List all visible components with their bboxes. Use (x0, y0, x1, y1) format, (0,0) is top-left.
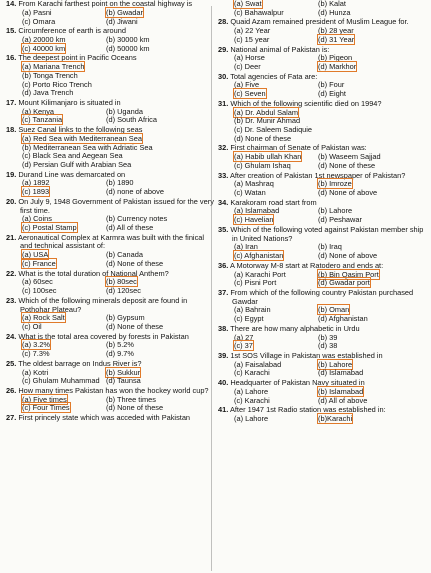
option-cell (234, 315, 318, 324)
option-cell (22, 350, 106, 359)
option-cell (318, 252, 425, 261)
options-grid (6, 36, 214, 54)
option-cell (234, 90, 318, 99)
question-stem: After creation of Pakistan 1st newspaper of Pakistan? (229, 170, 406, 180)
question-item (218, 0, 425, 18)
option-cell (318, 342, 425, 351)
option-label: (b) Pigeon (318, 53, 353, 63)
option-label: (b) 28 year (318, 26, 354, 36)
question-number: 18. (6, 125, 17, 135)
option-label: (d) None of these (106, 258, 164, 268)
option-cell (234, 63, 318, 72)
option-cell (22, 260, 106, 269)
options-grid (6, 278, 214, 296)
options-grid (6, 179, 214, 197)
question-number: 40. (218, 378, 229, 388)
option-label: (a) Mashraq (234, 179, 274, 189)
question-item (6, 0, 214, 26)
option-label: (c) Karachi (234, 368, 270, 378)
option-label: (d) Afghanistan (318, 314, 368, 324)
option-label: (d) All of above (318, 395, 368, 405)
option-label: (d) Java Trench (22, 88, 74, 98)
question-stem: First chairman of Senate of Pakistan was: (230, 143, 367, 153)
option-label-marked: (c) Havelian (234, 215, 274, 225)
option-label: (c) Ghulam Ishaq (234, 160, 291, 170)
option-label-marked: (a) USA (22, 250, 49, 260)
question-item (6, 198, 214, 233)
option-label-marked: (c) 40000 km (22, 43, 66, 53)
option-label: (a) Pasni (22, 7, 52, 17)
option-cell (318, 135, 425, 144)
options-grid (6, 215, 214, 233)
option-cell (318, 315, 425, 324)
option-cell (234, 216, 318, 225)
option-label: (a) Bahrain (234, 305, 271, 315)
option-label: (c) 15 year (234, 34, 270, 44)
question-number: 15. (6, 26, 17, 36)
options-grid (6, 63, 214, 98)
option-label: (d) Taunsa (106, 376, 141, 386)
option-cell (318, 189, 425, 198)
options-grid (6, 251, 214, 269)
option-label-marked: (c) Tanzania (22, 115, 63, 125)
question-item (218, 46, 425, 72)
option-label: (d) Peshawar (318, 215, 362, 225)
option-label-marked: (b) Lahore (318, 359, 353, 369)
option-label: (a) Lahore (234, 386, 269, 396)
option-label: (b) Dr. Munir Ahmad (234, 116, 301, 126)
option-label: (b) 5.2% (106, 340, 134, 350)
option-label-marked: (a) Swat (234, 0, 262, 8)
question-item (218, 199, 425, 225)
question-item (218, 172, 425, 198)
question-item (218, 18, 425, 44)
question-item (218, 325, 425, 351)
question-item (6, 234, 214, 269)
option-label: (d) Eight (318, 89, 346, 99)
question-stem: From which of the following country Pakistan purchased Gawdar (230, 287, 414, 306)
option-cell (106, 224, 214, 233)
option-label: (a) Five (234, 80, 260, 90)
option-cell (22, 18, 106, 27)
option-label-marked: (a) Rock Salt (22, 313, 65, 323)
question-text (6, 297, 214, 315)
option-label: (a) Iran (234, 242, 258, 252)
question-stem: Quaid Azam remained president of Muslim League for. (230, 17, 409, 27)
option-cell (22, 116, 106, 125)
question-number: 29. (218, 44, 229, 54)
option-cell (106, 89, 214, 98)
option-label: (b) Kalat (318, 0, 346, 8)
option-label-marked: (b) Sukkur (106, 367, 141, 377)
option-label-marked: (a) Habib ullah Khan (234, 152, 302, 162)
options-grid (6, 135, 214, 170)
option-cell (234, 279, 318, 288)
option-cell (318, 109, 425, 118)
option-label: (c) Karachi (234, 395, 270, 405)
option-cell (106, 45, 214, 54)
option-cell (318, 63, 425, 72)
option-cell (22, 287, 106, 296)
option-label-marked: (b) Gwadar (106, 7, 143, 17)
option-label-marked: (a) Five times (22, 394, 67, 404)
question-stem: The oldest barrage on Indus River is? (18, 358, 142, 368)
question-item (6, 54, 214, 98)
option-cell (22, 224, 106, 233)
options-grid (218, 361, 425, 379)
option-cell (318, 397, 425, 406)
option-label: (c) Pisni Port (234, 278, 277, 288)
option-label: (d) 38 (318, 341, 338, 351)
question-item (6, 297, 214, 332)
question-stem: 1st SOS Village in Pakistan was established in (230, 350, 383, 360)
question-stem: Headquarter of Pakistan Navy situated in (230, 378, 365, 388)
question-item (6, 387, 214, 413)
option-label-marked: (a) Dr. Abdul Salam (234, 107, 299, 117)
option-label-marked: (b) Imroze (318, 179, 352, 189)
option-label: (b) Canada (106, 250, 143, 260)
option-label-marked: (c) France (22, 258, 56, 268)
options-grid (6, 314, 214, 332)
question-item (6, 270, 214, 296)
option-label-marked: (b)Karachi (318, 413, 353, 423)
question-stem: The deepest point in Pacific Oceans (18, 53, 137, 63)
option-label: (a) 1892 (22, 178, 50, 188)
question-number: 24. (6, 331, 17, 341)
question-number: 19. (6, 169, 17, 179)
options-grid (218, 207, 425, 225)
option-cell (318, 216, 425, 225)
option-cell (106, 404, 214, 413)
option-label: (b) Three times (106, 394, 156, 404)
option-label: (b) Waseem Sajjad (318, 152, 381, 162)
option-label-marked: (c) 37 (234, 341, 253, 351)
option-cell (106, 350, 214, 359)
question-stem: Circumference of earth is around (18, 26, 126, 36)
option-cell (106, 377, 214, 386)
question-stem: What is the total duration of National Anthem? (18, 268, 169, 278)
question-item (218, 352, 425, 378)
question-number: 27. (6, 413, 17, 423)
column-divider (211, 6, 212, 571)
question-stem: Mount Kilimanjaro is situated in (18, 97, 121, 107)
option-label: (c) Oil (22, 322, 42, 332)
option-cell (106, 81, 214, 90)
question-item (6, 360, 214, 386)
option-label: (a) Kotri (22, 367, 49, 377)
option-label: (b) Four (318, 80, 345, 90)
options-grid (218, 54, 425, 72)
option-label: (b) Gypsum (106, 313, 145, 323)
option-cell (106, 63, 214, 72)
options-grid (218, 180, 425, 198)
option-cell (106, 116, 214, 125)
options-grid (218, 27, 425, 45)
question-number: 34. (218, 197, 229, 207)
option-label: (a) Horse (234, 53, 265, 63)
question-item (6, 333, 214, 359)
option-label: (c) Ghulam Muhammad (22, 376, 100, 386)
option-label-marked: (a) 3.2% (22, 340, 50, 350)
option-cell (22, 45, 106, 54)
option-cell (106, 18, 214, 27)
option-cell (318, 90, 425, 99)
option-label: (c) Porto Rico Trench (22, 79, 92, 89)
option-label: (a) Karachi Port (234, 269, 286, 279)
option-label: (d) None of these (106, 403, 164, 413)
option-label: (a) Islamabad (234, 206, 280, 216)
option-label: (d) none of above (106, 187, 164, 197)
question-number: 32. (218, 143, 229, 153)
option-label-marked: (a) Red Sea with Mediterranean Sea (22, 133, 142, 143)
option-label-marked: (c) Afghanistan (234, 251, 284, 261)
question-number: 37. (218, 287, 229, 297)
question-text (218, 289, 425, 307)
options-grid (6, 396, 214, 414)
question-number: 21. (6, 232, 17, 242)
option-label: (c) 7.3% (22, 349, 50, 359)
question-stem: Total agencies of Fata are: (230, 71, 318, 81)
question-item (6, 27, 214, 53)
question-number: 33. (218, 170, 229, 180)
question-number: 35. (218, 224, 229, 234)
question-number: 26. (6, 385, 17, 395)
question-item (6, 99, 214, 125)
option-label: (a) Coins (22, 214, 52, 224)
question-stem: On July 9, 1948 Government of Pakistan issued for the very first time. (18, 196, 214, 215)
option-label: (b) Uganda (106, 106, 143, 116)
option-cell (22, 377, 106, 386)
option-cell (234, 252, 318, 261)
option-label: (a) 27 (234, 332, 254, 342)
option-cell (318, 415, 425, 424)
option-label: (a) Kenya (22, 106, 55, 116)
question-item (218, 289, 425, 324)
question-stem: First princely state which was acceded with Pakistan (18, 413, 191, 423)
question-stem: Suez Canal links to the following seas (18, 125, 143, 135)
option-cell (234, 135, 318, 144)
question-text (6, 414, 214, 423)
option-label-marked: (c) Seven (234, 89, 266, 99)
option-label: (d) None of these (234, 133, 292, 143)
question-stem: National animal of Pakistan is: (230, 44, 330, 54)
option-label-marked: (c) Postal Stamp (22, 223, 77, 233)
option-label: (d) Persian Gulf with Arabian Sea (22, 160, 132, 170)
question-number: 30. (218, 71, 229, 81)
option-cell (318, 279, 425, 288)
question-number: 22. (6, 268, 17, 278)
options-grid (218, 0, 425, 18)
option-label: (d) 120sec (106, 286, 141, 296)
option-label: (b) Currency notes (106, 214, 168, 224)
option-cell (318, 36, 425, 45)
question-number: 31. (218, 98, 229, 108)
options-grid (218, 271, 425, 289)
question-number: 39. (218, 350, 229, 360)
option-label-marked: (b) Islamabad (318, 386, 364, 396)
question-number: 25. (6, 358, 17, 368)
option-cell (318, 126, 425, 135)
question-number: 28. (218, 17, 229, 27)
option-cell (318, 9, 425, 18)
option-label: (c) Black Sea and Aegean Sea (22, 151, 123, 161)
option-label: (d) 50000 km (106, 43, 150, 53)
question-number: 23. (6, 295, 17, 305)
options-grid (218, 81, 425, 99)
question-number: 36. (218, 260, 229, 270)
question-stem: How many times Pakistan has won the hockey world cup? (18, 385, 209, 395)
options-grid (218, 243, 425, 261)
question-text (6, 234, 214, 252)
option-label: (a) 20000 km (22, 34, 66, 44)
left-column (6, 0, 214, 424)
question-stem: From Karachi farthest point on the coastal highway is (18, 0, 193, 8)
option-label: (a) 22 Year (234, 26, 271, 36)
option-cell (22, 160, 132, 170)
question-stem: What is the total area covered by forests in Pakistan (18, 331, 189, 341)
option-label: (d) None of these (318, 160, 376, 170)
question-text (6, 198, 214, 216)
question-stem: Which of the following scientific died on 1994? (230, 98, 382, 108)
option-label: (a) 60sec (22, 277, 53, 287)
option-label-marked: (d) 31 Year (318, 34, 355, 44)
options-grid (218, 153, 425, 171)
question-number: 38. (218, 323, 229, 333)
options-grid (218, 415, 425, 424)
option-label: (b) 39 (318, 332, 338, 342)
option-cell (318, 162, 425, 171)
option-cell (234, 415, 318, 424)
options-grid (6, 341, 214, 359)
options-grid (6, 369, 214, 387)
question-item (218, 226, 425, 261)
option-label: (c) Egypt (234, 314, 264, 324)
question-stem: There are how many alphabetic in Urdu (230, 323, 360, 333)
question-number: 14. (6, 0, 17, 8)
question-stem: A Motorway M-8 start at Ratodero and ends at: (229, 260, 384, 270)
question-item (218, 379, 425, 405)
option-cell (234, 369, 318, 378)
question-stem: Karakoram road start from (230, 197, 317, 207)
option-label: (b) 30000 km (106, 34, 150, 44)
options-grid (6, 108, 214, 126)
question-stem: Durand Line was demarcated on (18, 169, 126, 179)
question-stem: Which of the following voted against Pakistan member ship in United Nations? (230, 224, 424, 243)
option-label: (d) South Africa (106, 115, 157, 125)
option-cell (106, 287, 214, 296)
option-cell (22, 323, 106, 332)
option-label: (a) Lahore (234, 413, 269, 423)
option-label: (d) Hunza (318, 7, 351, 17)
question-item (218, 100, 425, 144)
option-cell (106, 323, 214, 332)
question-stem: After 1947 1st Radio station was established in: (229, 405, 386, 415)
option-label-marked: (d) Markhor (318, 62, 357, 72)
option-cell (106, 260, 214, 269)
option-cell (234, 9, 318, 18)
option-label-marked: (b) Bin Qasim Port (318, 269, 379, 279)
right-column (218, 0, 425, 425)
question-number: 16. (6, 53, 17, 63)
option-label: (c) Dr. Saleem Sadiquie (234, 125, 313, 135)
option-label-marked: (c) 1893 (22, 187, 50, 197)
question-item (218, 406, 425, 424)
options-grid (6, 9, 214, 27)
option-label: (c) 100sec (22, 286, 57, 296)
option-label-marked: (b) Oman (318, 305, 350, 315)
options-grid (218, 334, 425, 352)
option-cell (234, 189, 318, 198)
option-label-marked: (b) 80sec (106, 277, 137, 287)
question-number: 20. (6, 196, 17, 206)
option-cell (22, 188, 106, 197)
question-item (218, 144, 425, 170)
question-text (218, 226, 425, 244)
option-cell (106, 161, 214, 170)
option-label: (b) 1890 (106, 178, 134, 188)
options-grid (218, 388, 425, 406)
option-cell (318, 369, 425, 378)
option-label: (b) Tonga Trench (22, 70, 78, 80)
question-stem: Which of the following minerals deposit are found in Pothohar Plateau? (18, 295, 188, 314)
option-cell (106, 72, 214, 81)
option-label: (d) None of these (106, 322, 164, 332)
option-label: (c) Omara (22, 16, 56, 26)
option-label-marked: (d) Gwadar port (318, 278, 370, 288)
option-cell (234, 36, 318, 45)
option-cell (22, 89, 106, 98)
options-grid (218, 109, 425, 144)
option-cell (318, 117, 425, 126)
option-cell (106, 188, 214, 197)
option-label: (b) Mediterranean Sea with Adriatic Sea (22, 142, 153, 152)
option-label: (d) Jiwani (106, 16, 138, 26)
option-label: (b) Iraq (318, 242, 342, 252)
option-label: (c) Deer (234, 62, 261, 72)
option-cell (22, 404, 106, 413)
question-item (6, 171, 214, 197)
option-label: (c) Bahawalpur (234, 7, 284, 17)
question-item (6, 126, 214, 170)
option-label: (a) Faisalabad (234, 359, 282, 369)
question-item (218, 262, 425, 288)
question-number: 41. (218, 405, 229, 415)
option-label: (d) Islamabad (318, 368, 364, 378)
option-label: (d) 9.7% (106, 349, 134, 359)
option-cell (234, 162, 318, 171)
question-number: 17. (6, 97, 17, 107)
option-label: (d) All of these (106, 223, 154, 233)
option-label-marked: (c) Four Times (22, 403, 70, 413)
question-stem: Aeronautical Complex at Karmra was built with the finical and technical assistant of: (17, 232, 205, 251)
options-grid (218, 306, 425, 324)
option-cell (234, 397, 318, 406)
option-label: (c) Watan (234, 188, 266, 198)
question-item (218, 73, 425, 99)
question-item (6, 414, 214, 423)
option-cell (234, 342, 318, 351)
option-label-marked: (a) Mariana Trench (22, 62, 85, 72)
option-label: (b) Lahore (318, 206, 353, 216)
option-label: (d) None of above (318, 251, 378, 261)
option-label: (d) None of above (318, 188, 378, 198)
